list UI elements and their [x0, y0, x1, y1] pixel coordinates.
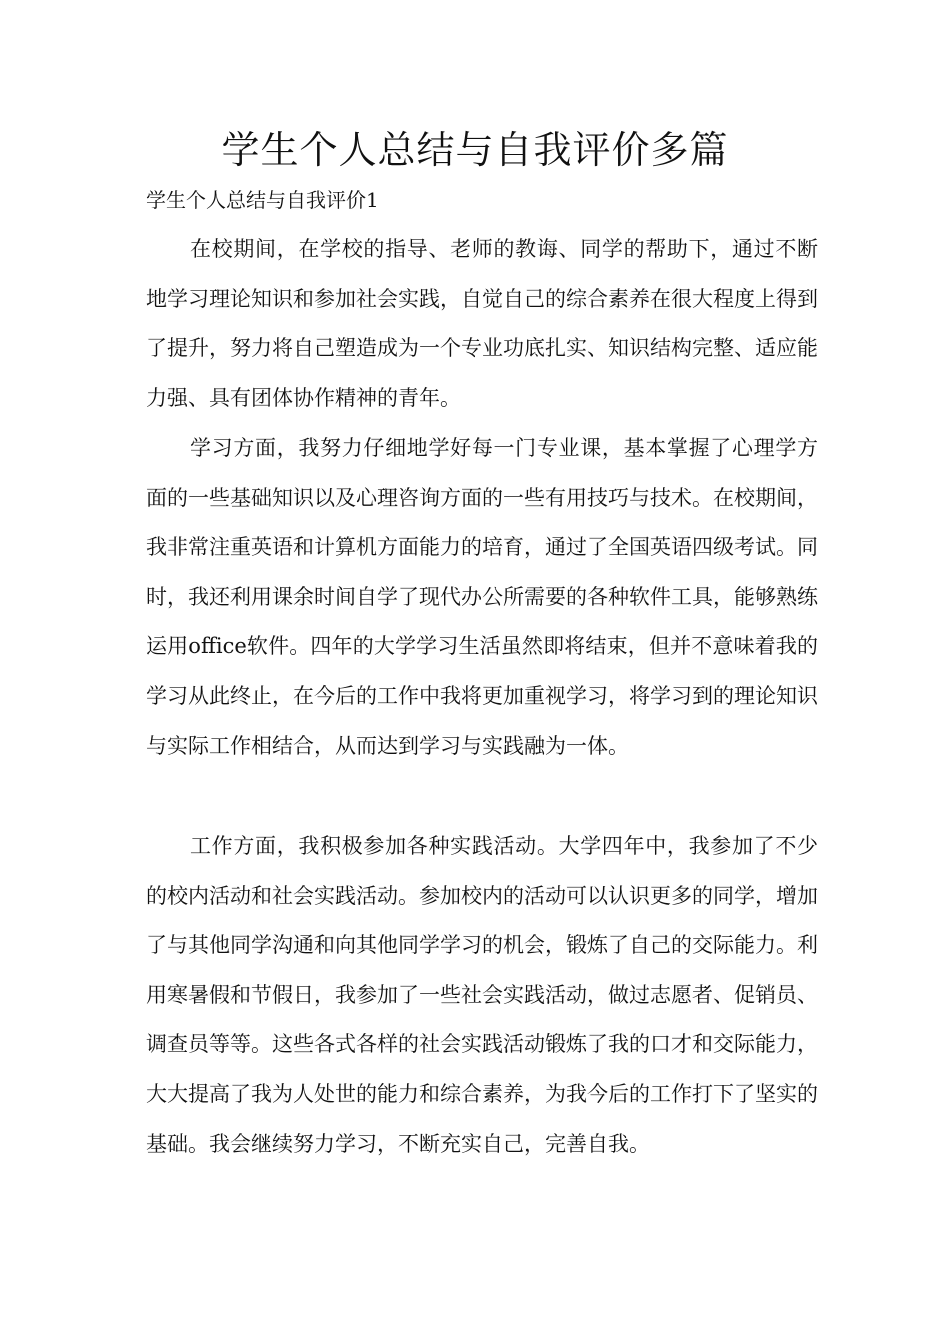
section-heading: 学生个人总结与自我评价1 [146, 188, 379, 212]
paragraph-intro: 在校期间，在学校的指导、老师的教诲、同学的帮助下，通过不断地学习理论知识和参加社会实践，自觉自己的综合素养在很大程度上得到了提升，努力将自己塑造成为一个专业功底扎实、知识结构完整、适应能力强、具有团体协作精神的青年。 [146, 237, 818, 410]
paragraph-study: 学习方面，我努力仔细地学好每一门专业课，基本掌握了心理学方面的一些基础知识以及心理咨询方面的一些有用技巧与技术。在校期间，我非常注重英语和计算机方面能力的培育，通过了全国英语四级考试。同时，我还利用课余时间自学了现代办公所需要的各种软件工具，能够熟练运用office软件。四年的大学学习生活虽然即将结束，但并不意味着我的学习从此终止，在今后的工作中我将更加重视学习，将学习到的理论知识与实际工作相结合，从而达到学习与实践融为一体。 [146, 436, 818, 758]
document-title: 学生个人总结与自我评价多篇 [221, 128, 729, 172]
paragraph-work: 工作方面，我积极参加各种实践活动。大学四年中，我参加了不少的校内活动和社会实践活动。参加校内的活动可以认识更多的同学，增加了与其他同学沟通和向其他同学学习的机会，锻炼了自己的交际能力。利用寒暑假和节假日，我参加了一些社会实践活动，做过志愿者、促销员、调查员等等。这些各式各样的社会实践活动锻炼了我的口才和交际能力，大大提高了我为人处世的能力和综合素养，为我今后的工作打下了坚实的基础。我会继续努力学习，不断充实自己，完善自我。 [146, 834, 818, 1156]
